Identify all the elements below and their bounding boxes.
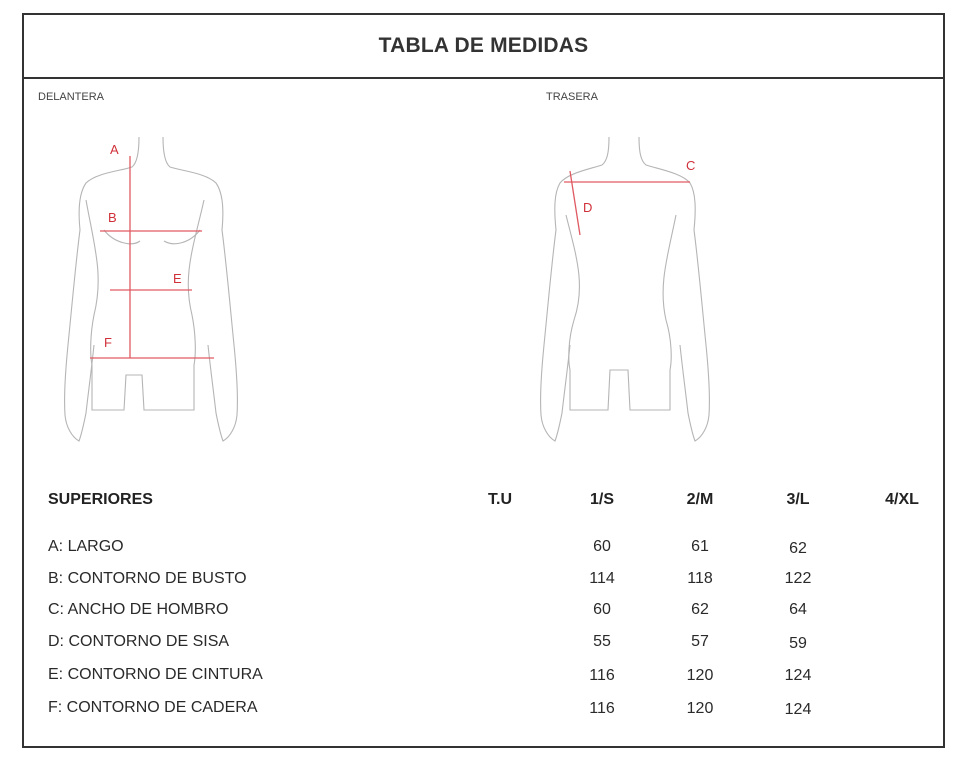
marker-b: B <box>108 210 117 225</box>
back-view-label: TRASERA <box>546 91 598 103</box>
front-left-outline <box>65 137 139 441</box>
back-torso-outline <box>566 215 676 410</box>
front-right-outline <box>163 137 237 441</box>
row-value-s: 55 <box>593 633 611 650</box>
row-label: E: CONTORNO DE CINTURA <box>48 666 263 683</box>
row-value-l: 64 <box>789 601 807 618</box>
row-value-l: 124 <box>784 701 812 718</box>
size-header-xl: 4/XL <box>885 491 919 508</box>
row-value-l: 62 <box>789 540 807 557</box>
front-bust-curve-left <box>104 230 140 244</box>
row-value-l: 59 <box>789 635 807 652</box>
row-label: D: CONTORNO DE SISA <box>48 633 230 650</box>
row-label: F: CONTORNO DE CADERA <box>48 699 258 716</box>
row-value-s: 60 <box>593 601 611 618</box>
row-value-s: 114 <box>589 570 615 587</box>
marker-f: F <box>104 335 112 350</box>
size-header-tu: T.U <box>488 491 512 508</box>
size-chart-frame <box>22 13 945 748</box>
row-value-m: 57 <box>691 633 709 650</box>
row-value-m: 118 <box>687 570 713 587</box>
back-silhouette <box>541 137 710 441</box>
row-value-m: 120 <box>686 667 714 684</box>
size-header-m: 2/M <box>686 491 714 508</box>
row-value-m: 120 <box>686 700 714 717</box>
row-value-l: 122 <box>784 570 812 587</box>
marker-a: A <box>110 142 119 157</box>
row-label: A: LARGO <box>48 538 124 555</box>
row-label: B: CONTORNO DE BUSTO <box>48 570 247 587</box>
front-view-label: DELANTERA <box>38 91 105 103</box>
size-header-s: 1/S <box>589 491 614 508</box>
marker-d: D <box>583 200 593 215</box>
silhouette-diagrams <box>24 15 947 475</box>
front-silhouette <box>65 137 238 441</box>
size-header-l: 3/L <box>786 491 810 508</box>
marker-c: C <box>686 158 696 173</box>
marker-e: E <box>173 271 182 286</box>
row-label: C: ANCHO DE HOMBRO <box>48 601 229 618</box>
page-title: TABLA DE MEDIDAS <box>378 34 589 57</box>
row-value-m: 62 <box>691 601 709 618</box>
row-value-s: 116 <box>589 700 615 717</box>
back-line-d <box>570 171 580 235</box>
row-value-s: 60 <box>593 538 611 555</box>
row-value-m: 61 <box>691 538 709 555</box>
row-value-l: 124 <box>784 667 812 684</box>
table-section-title: SUPERIORES <box>48 491 153 508</box>
row-value-s: 116 <box>589 667 615 684</box>
